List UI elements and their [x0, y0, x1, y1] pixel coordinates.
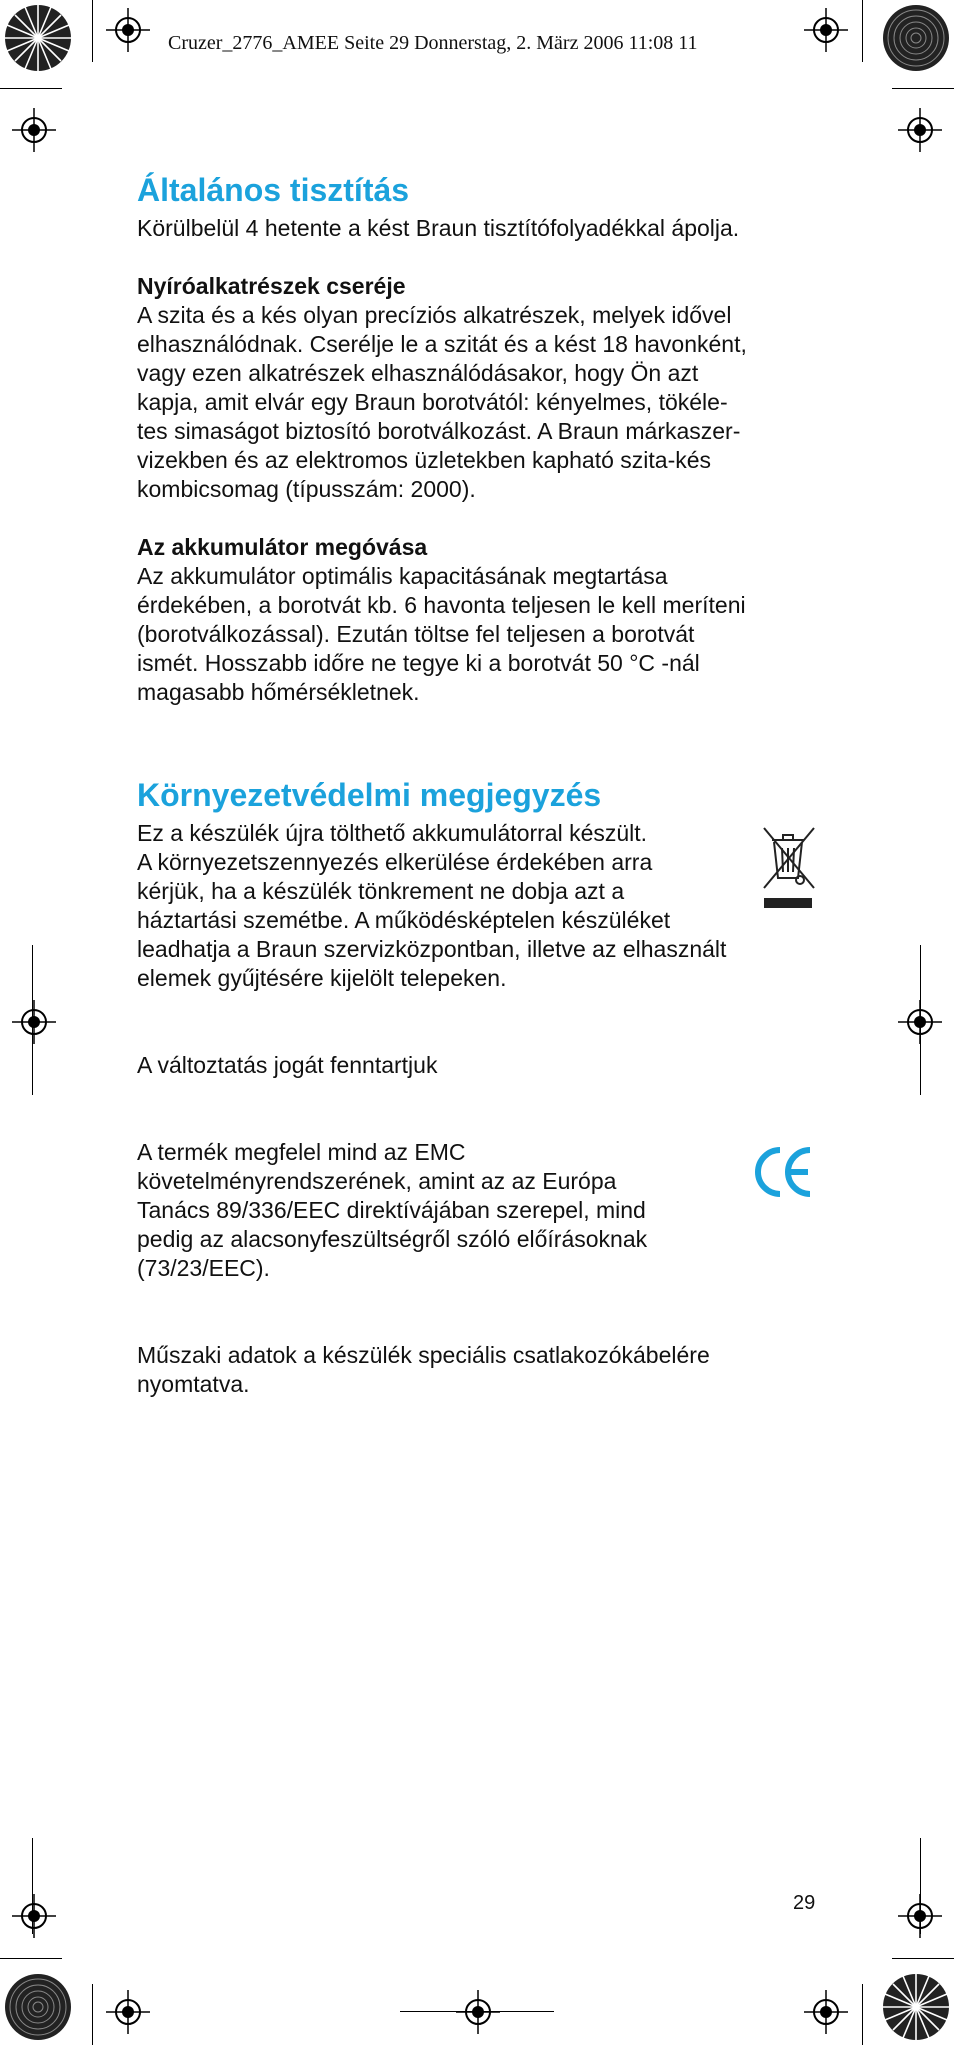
subheading-battery-care: Az akkumulátor megóvása: [137, 534, 428, 560]
crop-line: [892, 88, 954, 89]
ce-mark-icon: [752, 1144, 814, 1200]
registration-mark-icon: [12, 1000, 56, 1044]
environment-text: Ez a készülék újra tölthető akkumulátorral készült. A környezetszennyezés elkerülése érdekében arra kérjük, ha a készülék tönkrement ne dobja azt a háztartási szemétbe. A működésképtelen készüléket leadhatja a Braun szervizközpontban, illetve az elhasznált elemek gyűjtésére kijelölt telepeken.: [137, 820, 727, 991]
registration-mark-icon: [804, 1990, 848, 2034]
subheading-replacing-parts: Nyíróalkatrészek cseréje: [137, 273, 406, 299]
crop-line: [92, 0, 93, 62]
general-cleaning-text: Körülbelül 4 hetente a kést Braun tisztítófolyadékkal ápolja.: [137, 215, 740, 241]
crop-line: [32, 945, 33, 1095]
page-number: 29: [793, 1892, 816, 1914]
document-body: [137, 168, 827, 1399]
emc-text: A termék megfelel mind az EMC követelményrendszerének, amint az az Európa Tanács 89/336/EEC direktívájában szerepel, mind pedig az alacsonyfeszültségről szóló előírásoknak (73/23/EEC).: [137, 1139, 648, 1281]
registration-mark-icon: [804, 8, 848, 52]
weee-crossed-bin-icon: [758, 826, 820, 910]
crop-line: [862, 0, 863, 62]
crop-line: [0, 88, 62, 89]
starburst-icon: [4, 4, 72, 72]
registration-mark-icon: [456, 1990, 500, 2034]
crop-line: [862, 1984, 863, 2045]
crop-line: [920, 945, 921, 1095]
crop-line: [32, 1838, 33, 1934]
registration-mark-icon: [12, 1894, 56, 1938]
replacing-parts-text: A szita és a kés olyan precíziós alkatrészek, melyek idővel elhasználódnak. Cserélje le a szitát és a kést 18 havonként, vagy ezen alkatrészek elhasználódásakor, hogy Ön azt kapja, amit elvár egy Braun borotvától: kényelmes, tökéle- tes simaságot biztosító borotválkozást. A Braun márkaszer- vizekben és az elektromos üzletekben kapható szita-kés kombicsomag (típusszám: 2000).: [137, 302, 747, 502]
battery-care-text: Az akkumulátor optimális kapacitásának megtartása érdekében, a borotvát kb. 6 havonta teljesen le kell meríteni (borotválkozással). Ezután töltse fel teljesen a borotvát ismét. Hosszabb időre ne tegye ki a borotvát 50 °C -nál magasabb hőmérsékletnek.: [137, 563, 746, 705]
section-heading-environment: Környezetvédelmi megjegyzés: [137, 777, 602, 813]
spiral-target-icon: [4, 1973, 72, 2041]
print-slug: Cruzer_2776_AMEE Seite 29 Donnerstag, 2. März 2006 11:08 11: [168, 32, 698, 54]
spiral-target-icon: [882, 4, 950, 72]
registration-mark-icon: [106, 1990, 150, 2034]
registration-mark-icon: [12, 108, 56, 152]
crop-line: [0, 1958, 62, 1959]
crop-line: [920, 1838, 921, 1934]
crop-line: [92, 1984, 93, 2045]
starburst-icon: [882, 1973, 950, 2041]
rights-reserved-text: A változtatás jogát fenntartjuk: [137, 1052, 438, 1078]
crop-line: [892, 1958, 954, 1959]
specs-text: Műszaki adatok a készülék speciális csatlakozókábelére nyomtatva.: [137, 1342, 710, 1397]
crop-line: [400, 2011, 554, 2012]
registration-mark-icon: [106, 8, 150, 52]
section-heading-general-cleaning: Általános tisztítás: [137, 172, 410, 208]
registration-mark-icon: [898, 108, 942, 152]
